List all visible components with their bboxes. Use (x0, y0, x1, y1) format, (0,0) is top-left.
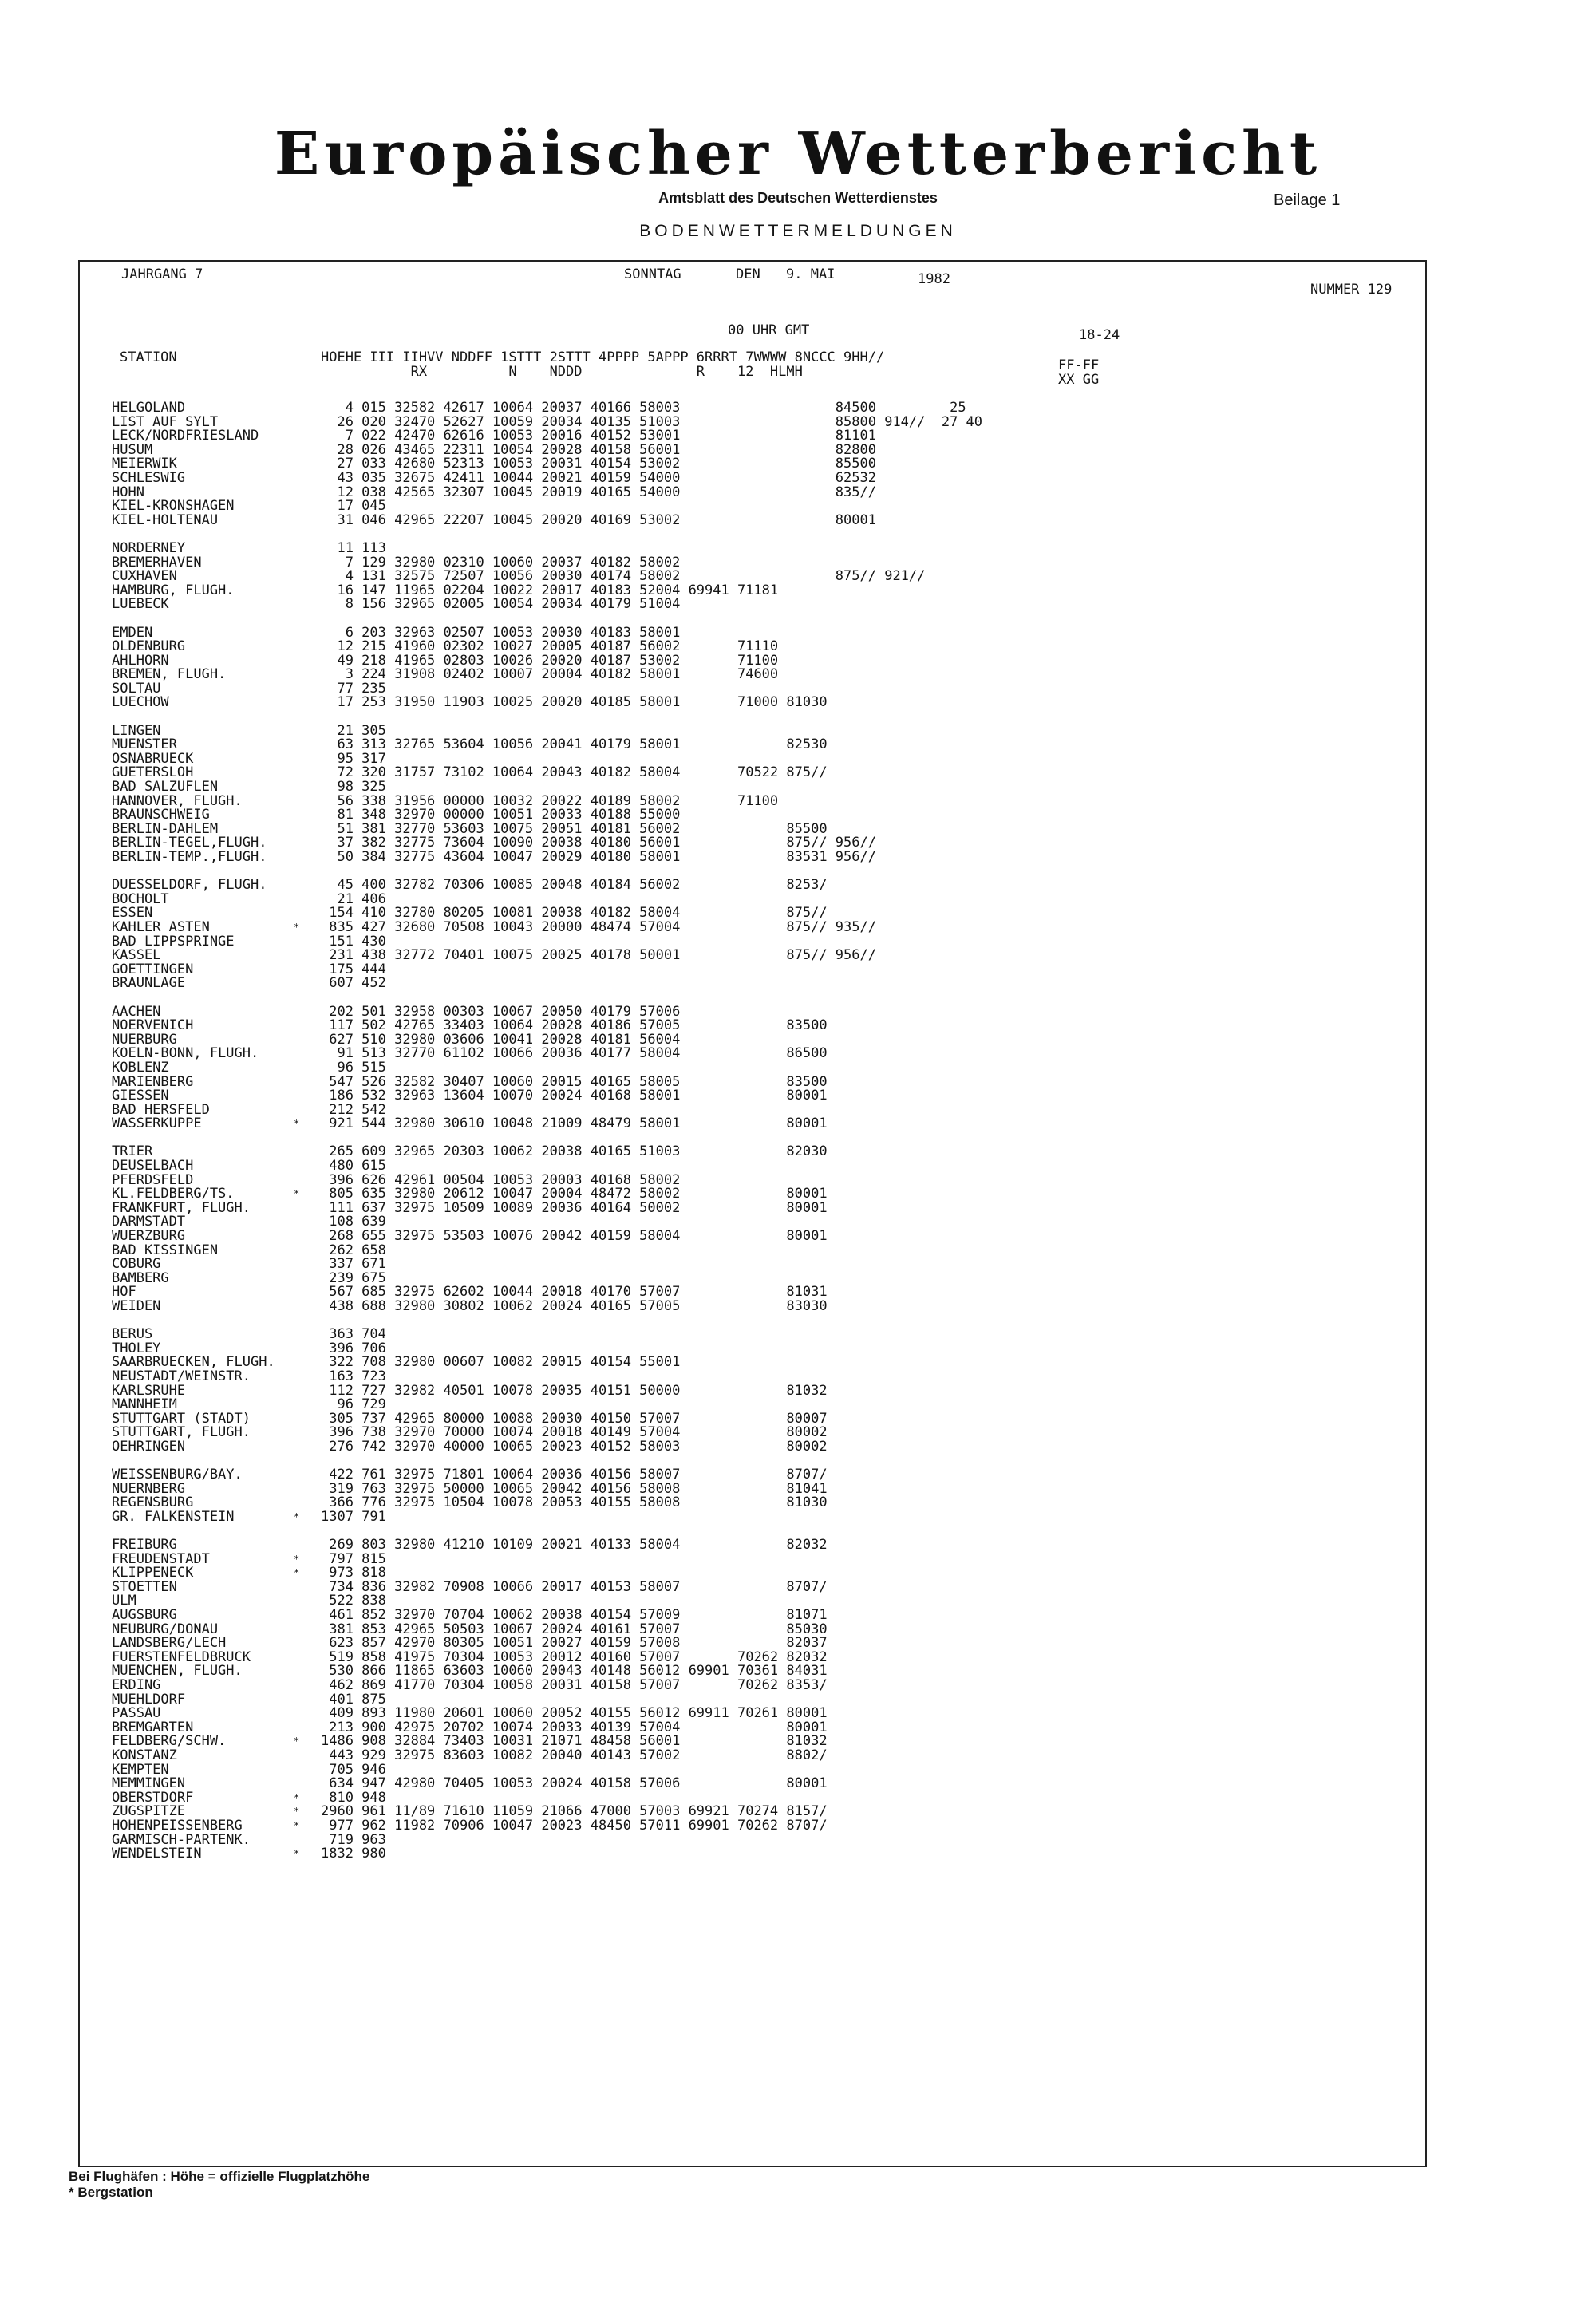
station-values: 239 675 (321, 1269, 386, 1286)
station-name: WENDELSTEIN (112, 1846, 202, 1862)
station-name: ZUGSPITZE (112, 1803, 186, 1820)
station-values: 51 381 32770 53603 10075 20051 40181 56002 85500 (321, 820, 828, 837)
station-values: 921 544 32980 30610 10048 21009 48479 58001 80001 (321, 1115, 828, 1132)
station-name: KOBLENZ (112, 1059, 169, 1076)
station-values: 212 542 (321, 1101, 386, 1118)
station-values: 443 929 32975 83603 10082 20040 40143 57002 8802/ (321, 1747, 828, 1763)
station-name: BREMERHAVEN (112, 554, 202, 571)
station-name: GOETTINGEN (112, 961, 194, 977)
station-name: BERLIN-TEMP.,FLUGH. (112, 849, 267, 865)
station-name: DEUSELBACH (112, 1158, 194, 1175)
station-values: 72 320 31757 73102 10064 20043 40182 58004 70522 875// (321, 764, 828, 781)
station-values: 462 869 41770 70304 10058 20031 40158 57007 70262 8353/ (321, 1677, 828, 1694)
station-name: DUESSELDORF, FLUGH. (112, 877, 267, 894)
station-values: 17 045 (321, 498, 386, 515)
station-values: 269 803 32980 41210 10109 20021 40133 58004 82032 (321, 1537, 828, 1554)
station-name: MEMMINGEN (112, 1775, 186, 1792)
station-name: BAD LIPPSPRINGE (112, 933, 235, 950)
period-label: 18-24 (1079, 327, 1120, 343)
station-name: LECK/NORDFRIESLAND (112, 428, 259, 444)
mountain-station-marker: * (294, 921, 300, 933)
station-values: 4 015 32582 42617 10064 20037 40166 58003 84500 25 (321, 400, 966, 416)
station-name: FREUDENSTADT (112, 1550, 210, 1567)
station-name: KOELN-BONN, FLUGH. (112, 1045, 259, 1062)
station-name: AUGSBURG (112, 1607, 177, 1624)
station-values: 810 948 (321, 1789, 386, 1806)
station-values: 305 737 42965 80000 10088 20030 40150 57007 80007 (321, 1410, 828, 1427)
station-values: 973 818 (321, 1565, 386, 1581)
station-name: MUEHLDORF (112, 1691, 186, 1708)
station-values: 11 113 (321, 539, 386, 556)
station-name: KL.FELDBERG/TS. (112, 1186, 235, 1202)
station-name: LUEBECK (112, 596, 169, 613)
station-values: 95 317 (321, 750, 386, 767)
station-values: 213 900 42975 20702 10074 20033 40139 57004 80001 (321, 1719, 828, 1735)
station-name: NOERVENICH (112, 1017, 194, 1034)
station-values: 977 962 11982 70906 10047 20023 48450 57011 69901 70262 8707/ (321, 1817, 828, 1834)
station-values: 27 033 42680 52313 10053 20031 40154 53002 85500 (321, 456, 876, 472)
station-values: 396 738 32970 70000 10074 20018 40149 57004 80002 (321, 1424, 828, 1441)
station-name: OEHRINGEN (112, 1438, 186, 1455)
station-values: 319 763 32975 50000 10065 20042 40156 58008 81041 (321, 1480, 828, 1497)
station-name: HUSUM (112, 441, 153, 458)
station-name: WUERZBURG (112, 1228, 186, 1245)
station-name: ESSEN (112, 905, 153, 922)
station-name: HOF (112, 1284, 136, 1301)
station-values: 4 131 32575 72507 10056 20030 40174 58002 875// 921// (321, 568, 926, 585)
wind-column-subheader: XX GG (1058, 372, 1100, 388)
station-values: 1307 791 (321, 1508, 386, 1525)
station-values: 381 853 42965 50503 10067 20024 40161 57007 85030 (321, 1621, 828, 1637)
station-name: NEUSTADT/WEINSTR. (112, 1368, 251, 1384)
mountain-station-marker: * (294, 1791, 300, 1803)
station-values: 547 526 32582 30407 10060 20015 40165 58005 83500 (321, 1073, 828, 1090)
station-name: KARLSRUHE (112, 1382, 186, 1399)
station-name: GARMISCH-PARTENK. (112, 1831, 251, 1848)
station-values: 409 893 11980 20601 10060 20052 40155 56012 69911 70261 80001 (321, 1705, 828, 1722)
station-values: 231 438 32772 70401 10075 20025 40178 50001 875// 956// (321, 947, 876, 964)
mountain-station-marker: * (294, 1848, 300, 1860)
station-values: 37 382 32775 73604 10090 20038 40180 56001 875// 956// (321, 835, 876, 851)
station-values: 1832 980 (321, 1846, 386, 1862)
station-values: 276 742 32970 40000 10065 20023 40152 58003 80002 (321, 1438, 828, 1455)
station-values: 530 866 11865 63603 10060 20043 40148 56012 69901 70361 84031 (321, 1663, 828, 1680)
wind-column-header: FF-FF (1058, 357, 1100, 373)
station-values: 21 305 (321, 722, 386, 739)
station-values: 186 532 32963 13604 10070 20024 40168 58001 80001 (321, 1088, 828, 1104)
station-values: 337 671 (321, 1256, 386, 1273)
station-values: 363 704 (321, 1326, 386, 1343)
station-name: TRIER (112, 1143, 153, 1160)
station-name: NUERNBERG (112, 1480, 186, 1497)
year-label: 1982 (918, 271, 950, 287)
station-values: 265 609 32965 20303 10062 20038 40165 51003 82030 (321, 1143, 828, 1160)
station-name: ERDING (112, 1677, 161, 1694)
station-values: 519 858 41975 70304 10053 20012 40160 57007 70262 82032 (321, 1648, 828, 1665)
station-values: 28 026 43465 22311 10054 20028 40158 56001 82800 (321, 441, 876, 458)
station-name: AHLHORN (112, 652, 169, 669)
station-name: KAHLER ASTEN (112, 918, 210, 935)
station-values: 401 875 (321, 1691, 386, 1708)
station-name: PFERDSFELD (112, 1171, 194, 1188)
station-name: GIESSEN (112, 1088, 169, 1104)
station-name: GUETERSLOH (112, 764, 194, 781)
publication-subtitle: Amtsblatt des Deutschen Wetterdienstes (658, 190, 938, 206)
section-title: BODENWETTERMELDUNGEN (639, 222, 957, 240)
mountain-station-marker: * (294, 1118, 300, 1130)
station-values: 835 427 32680 70508 10043 20000 48474 57004 875// 935// (321, 918, 876, 935)
station-name: BERUS (112, 1326, 153, 1343)
station-name: BERLIN-TEGEL,FLUGH. (112, 835, 267, 851)
station-name: NUERBURG (112, 1031, 177, 1048)
station-values: 396 706 (321, 1340, 386, 1356)
station-name: FUERSTENFELDBRUCK (112, 1648, 251, 1665)
station-values: 2960 961 11/89 71610 11059 21066 47000 57003 69921 70274 8157/ (321, 1803, 828, 1820)
mountain-station-marker: * (294, 1188, 300, 1200)
station-values: 3 224 31908 02402 10007 20004 40182 58001 74600 (321, 666, 779, 683)
station-name: SAARBRUECKEN, FLUGH. (112, 1354, 275, 1371)
station-name: COBURG (112, 1256, 161, 1273)
station-name: CUXHAVEN (112, 568, 177, 585)
station-name: STUTTGART (STADT) (112, 1410, 251, 1427)
station-values: 43 035 32675 42411 10044 20021 40159 54000 62532 (321, 469, 876, 486)
station-values: 31 046 42965 22207 10045 20020 40169 53002 80001 (321, 511, 876, 528)
code-column-subheaders: RX N NDDD R 12 HLMH (321, 364, 803, 380)
station-name: KEMPTEN (112, 1761, 169, 1778)
station-name: HAMBURG, FLUGH. (112, 582, 235, 598)
station-values: 7 022 42470 62616 10053 20016 40152 53001 81101 (321, 428, 876, 444)
mountain-station-marker: * (294, 1819, 300, 1831)
station-name: MEIERWIK (112, 456, 177, 472)
station-values: 705 946 (321, 1761, 386, 1778)
station-name: NORDERNEY (112, 539, 186, 556)
station-values: 12 038 42565 32307 10045 20019 40165 54000 835// (321, 484, 876, 500)
station-name: KASSEL (112, 947, 161, 964)
station-name: BAD SALZUFLEN (112, 779, 219, 796)
station-values: 6 203 32963 02507 10053 20030 40183 58001 (321, 624, 681, 641)
station-name: EMDEN (112, 624, 153, 641)
station-name: GR. FALKENSTEIN (112, 1508, 235, 1525)
station-values: 634 947 42980 70405 10053 20024 40158 57006 80001 (321, 1775, 828, 1792)
station-name: BAD HERSFELD (112, 1101, 210, 1118)
station-values: 396 626 42961 00504 10053 20003 40168 58002 (321, 1171, 681, 1188)
station-name: KIEL-KRONSHAGEN (112, 498, 235, 515)
mountain-station-marker: * (294, 1567, 300, 1579)
station-name: MARIENBERG (112, 1073, 194, 1090)
footnote-mountain: * Bergstation (69, 2185, 153, 2200)
station-name: NEUBURG/DONAU (112, 1621, 219, 1637)
station-values: 81 348 32970 00000 10051 20033 40188 55000 (321, 807, 681, 823)
station-name: FELDBERG/SCHW. (112, 1733, 227, 1750)
station-values: 175 444 (321, 961, 386, 977)
station-values: 734 836 32982 70908 10066 20017 40153 58007 8707/ (321, 1578, 828, 1595)
station-name: MANNHEIM (112, 1396, 177, 1413)
station-values: 154 410 32780 80205 10081 20038 40182 58004 875// (321, 905, 828, 922)
station-values: 151 430 (321, 933, 386, 950)
station-values: 438 688 32980 30802 10062 20024 40165 57005 83030 (321, 1298, 828, 1314)
station-values: 117 502 42765 33403 10064 20028 40186 57005 83500 (321, 1017, 828, 1034)
station-values: 322 708 32980 00607 10082 20015 40154 55001 (321, 1354, 681, 1371)
station-name: LIST AUF SYLT (112, 413, 219, 430)
station-name: SOLTAU (112, 680, 161, 697)
station-name: THOLEY (112, 1340, 161, 1356)
station-values: 96 515 (321, 1059, 386, 1076)
station-name: BAMBERG (112, 1269, 169, 1286)
station-values: 623 857 42970 80305 10051 20027 40159 57008 82037 (321, 1635, 828, 1652)
station-values: 63 313 32765 53604 10056 20041 40179 58001 82530 (321, 736, 828, 753)
station-values: 262 658 (321, 1242, 386, 1258)
beilage-label: Beilage 1 (1274, 192, 1341, 209)
station-name: BAD KISSINGEN (112, 1242, 219, 1258)
station-values: 7 129 32980 02310 10060 20037 40182 58002 (321, 554, 681, 571)
station-values: 91 513 32770 61102 10066 20036 40177 58004 86500 (321, 1045, 828, 1062)
station-name: PASSAU (112, 1705, 161, 1722)
station-name: KONSTANZ (112, 1747, 177, 1763)
station-name: SCHLESWIG (112, 469, 186, 486)
station-values: 607 452 (321, 975, 386, 992)
station-values: 719 963 (321, 1831, 386, 1848)
station-values: 96 729 (321, 1396, 386, 1413)
time-label: 00 UHR GMT (728, 322, 810, 338)
station-values: 202 501 32958 00303 10067 20050 40179 57006 (321, 1003, 681, 1020)
station-name: WEISSENBURG/BAY. (112, 1467, 243, 1483)
station-values: 45 400 32782 70306 10085 20048 40184 56002 8253/ (321, 877, 828, 894)
station-values: 50 384 32775 43604 10047 20029 40180 58001 83531 956// (321, 849, 876, 865)
station-values: 16 147 11965 02204 10022 20017 40183 52004 69941 71181 (321, 582, 779, 598)
code-column-headers: HOEHE III IIHVV NDDFF 1STTT 2STTT 4PPPP 5APPP 6RRRT 7WWWW 8NCCC 9HH// (321, 349, 885, 365)
station-values: 111 637 32975 10509 10089 20036 40164 50002 80001 (321, 1199, 828, 1216)
station-name: KIEL-HOLTENAU (112, 511, 219, 528)
station-name: FRANKFURT, FLUGH. (112, 1199, 251, 1216)
station-values: 12 215 41960 02302 10027 20005 40187 56002 71110 (321, 638, 779, 655)
station-name: BRAUNLAGE (112, 975, 186, 992)
station-values: 26 020 32470 52627 10059 20034 40135 51003 85800 914// 27 40 (321, 413, 983, 430)
station-name: BREMEN, FLUGH. (112, 666, 227, 683)
station-name: STOETTEN (112, 1578, 177, 1595)
jahrgang-label: JAHRGANG 7 (121, 267, 203, 282)
station-values: 422 761 32975 71801 10064 20036 40156 58007 8707/ (321, 1467, 828, 1483)
station-name: LUECHOW (112, 694, 169, 711)
station-name: DARMSTADT (112, 1214, 186, 1230)
station-name: REGENSBURG (112, 1494, 194, 1511)
station-values: 112 727 32982 40501 10078 20035 40151 50000 81032 (321, 1382, 828, 1399)
station-values: 268 655 32975 53503 10076 20042 40159 58004 80001 (321, 1228, 828, 1245)
page-title: Europäischer Wetterbericht (274, 120, 1322, 188)
station-name: BOCHOLT (112, 890, 169, 907)
station-name: STUTTGART, FLUGH. (112, 1424, 251, 1441)
mountain-station-marker: * (294, 1735, 300, 1747)
station-values: 98 325 (321, 779, 386, 796)
station-name: BRAUNSCHWEIG (112, 807, 210, 823)
station-name: HANNOVER, FLUGH. (112, 792, 243, 809)
station-name: OBERSTDORF (112, 1789, 194, 1806)
station-values: 17 253 31950 11903 10025 20020 40185 58001 71000 81030 (321, 694, 828, 711)
station-values: 366 776 32975 10504 10078 20053 40155 58008 81030 (321, 1494, 828, 1511)
station-name: AACHEN (112, 1003, 161, 1020)
weekday-label: SONNTAG (624, 267, 681, 282)
station-name: HOHENPEISSENBERG (112, 1817, 243, 1834)
station-name: WASSERKUPPE (112, 1115, 202, 1132)
station-name: OSNABRUECK (112, 750, 194, 767)
station-values: 8 156 32965 02005 10054 20034 40179 51004 (321, 596, 681, 613)
station-name: FREIBURG (112, 1537, 177, 1554)
station-values: 21 406 (321, 890, 386, 907)
footnote-airport: Bei Flughäfen : Höhe = offizielle Flugplatzhöhe (69, 2169, 370, 2184)
den-label: DEN (736, 267, 760, 282)
station-values: 163 723 (321, 1368, 386, 1384)
mountain-station-marker: * (294, 1510, 300, 1522)
station-name: MUENSTER (112, 736, 177, 753)
station-values: 77 235 (321, 680, 386, 697)
date-label: 9. MAI (786, 267, 836, 282)
station-values: 56 338 31956 00000 10032 20022 40189 58002 71100 (321, 792, 779, 809)
station-name: BREMGARTEN (112, 1719, 194, 1735)
station-values: 567 685 32975 62602 10044 20018 40170 57007 81031 (321, 1284, 828, 1301)
station-values: 797 815 (321, 1550, 386, 1567)
station-column-header: STATION (120, 349, 177, 365)
station-name: MUENCHEN, FLUGH. (112, 1663, 243, 1680)
station-name: HELGOLAND (112, 400, 186, 416)
station-name: KLIPPENECK (112, 1565, 194, 1581)
station-values: 627 510 32980 03606 10041 20028 40181 56004 (321, 1031, 681, 1048)
station-name: LINGEN (112, 722, 161, 739)
issue-number: NUMMER 129 (1310, 282, 1393, 298)
station-values: 108 639 (321, 1214, 386, 1230)
station-name: HOHN (112, 484, 144, 500)
station-values: 522 838 (321, 1593, 386, 1609)
station-name: OLDENBURG (112, 638, 186, 655)
station-values: 1486 908 32884 73403 10031 21071 48458 56001 81032 (321, 1733, 828, 1750)
station-values: 480 615 (321, 1158, 386, 1175)
station-values: 805 635 32980 20612 10047 20004 48472 58002 80001 (321, 1186, 828, 1202)
station-name: WEIDEN (112, 1298, 161, 1314)
station-name: LANDSBERG/LECH (112, 1635, 227, 1652)
station-values: 49 218 41965 02803 10026 20020 40187 53002 71100 (321, 652, 779, 669)
mountain-station-marker: * (294, 1553, 300, 1565)
station-values: 461 852 32970 70704 10062 20038 40154 57009 81071 (321, 1607, 828, 1624)
station-name: BERLIN-DAHLEM (112, 820, 219, 837)
mountain-station-marker: * (294, 1806, 300, 1818)
station-name: ULM (112, 1593, 136, 1609)
